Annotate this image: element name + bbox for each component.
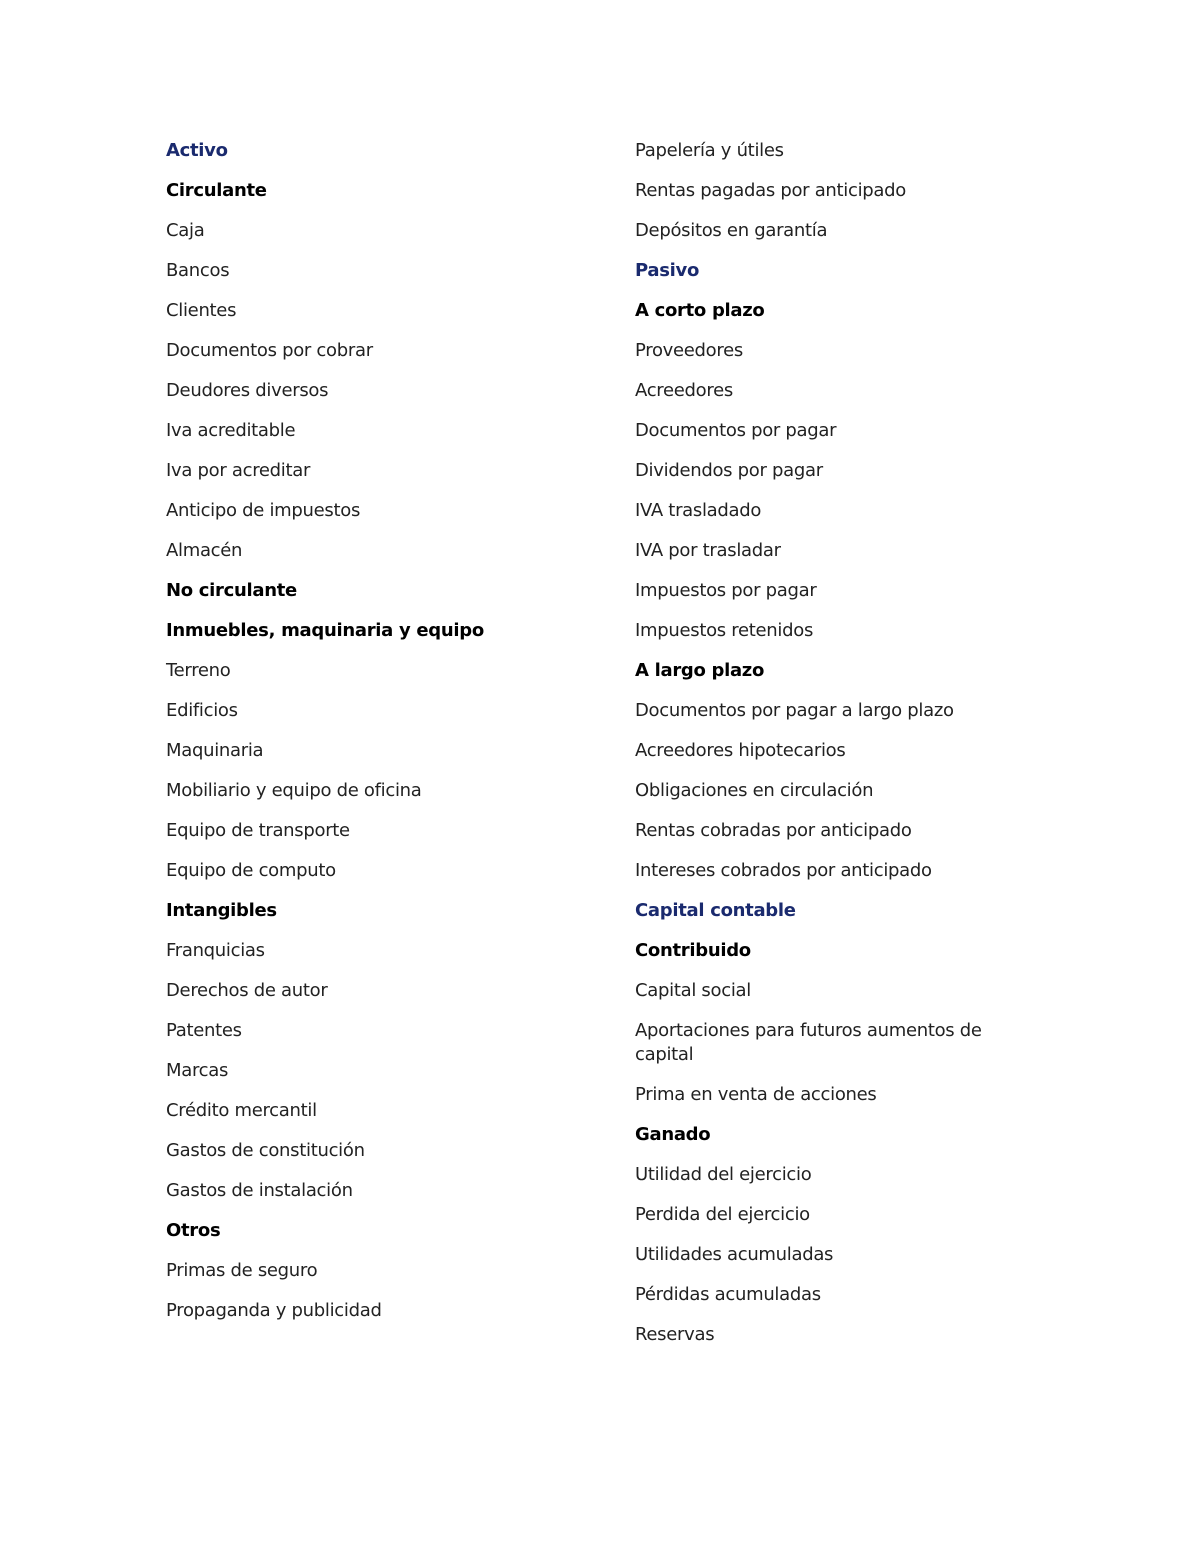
- account-item: Terreno: [166, 660, 231, 681]
- account-item: Papelería y útiles: [635, 140, 784, 161]
- account-item: Patentes: [166, 1020, 242, 1041]
- subsection-heading: Otros: [166, 1220, 221, 1241]
- account-item: Primas de seguro: [166, 1260, 318, 1281]
- section-heading: Capital contable: [635, 900, 796, 921]
- account-item: Caja: [166, 220, 205, 241]
- account-item: Rentas pagadas por anticipado: [635, 180, 906, 201]
- account-item: Impuestos por pagar: [635, 580, 817, 601]
- account-item: Iva por acreditar: [166, 460, 311, 481]
- subsection-heading: Circulante: [166, 180, 267, 201]
- subsection-heading: A largo plazo: [635, 660, 765, 681]
- account-item: Intereses cobrados por anticipado: [635, 860, 932, 881]
- account-item: Mobiliario y equipo de oficina: [166, 780, 422, 801]
- account-item: Capital social: [635, 980, 751, 1001]
- account-item: Documentos por pagar a largo plazo: [635, 700, 954, 721]
- section-heading: Pasivo: [635, 260, 700, 281]
- left-column: [166, 139, 526, 1339]
- account-item: Perdida del ejercicio: [635, 1204, 810, 1225]
- subsection-heading: Contribuido: [635, 940, 751, 961]
- right-column: [635, 139, 995, 1363]
- account-item: Anticipo de impuestos: [166, 500, 361, 521]
- account-item: Acreedores hipotecarios: [635, 740, 846, 761]
- account-item: Obligaciones en circulación: [635, 780, 874, 801]
- subsection-heading: A corto plazo: [635, 300, 765, 321]
- account-item: Bancos: [166, 260, 230, 281]
- account-item: Gastos de instalación: [166, 1180, 353, 1201]
- account-item: Dividendos por pagar: [635, 460, 823, 481]
- account-item: Franquicias: [166, 940, 265, 961]
- account-item: Documentos por pagar: [635, 420, 837, 441]
- account-item: Utilidad del ejercicio: [635, 1164, 812, 1185]
- account-item: Utilidades acumuladas: [635, 1244, 834, 1265]
- account-item: Reservas: [635, 1324, 715, 1345]
- account-item: Marcas: [166, 1060, 229, 1081]
- subsection-heading: Intangibles: [166, 900, 277, 921]
- account-item: Almacén: [166, 540, 243, 561]
- subsection-heading: No circulante: [166, 580, 297, 601]
- subsection-heading: Inmuebles, maquinaria y equipo: [166, 620, 484, 641]
- account-item: Clientes: [166, 300, 237, 321]
- account-item: Maquinaria: [166, 740, 264, 761]
- account-item: Proveedores: [635, 340, 743, 361]
- account-item: Gastos de constitución: [166, 1140, 365, 1161]
- account-item: Rentas cobradas por anticipado: [635, 820, 912, 841]
- subsection-heading: Ganado: [635, 1124, 711, 1145]
- account-item: Deudores diversos: [166, 380, 329, 401]
- account-item: IVA trasladado: [635, 500, 762, 521]
- account-item: Prima en venta de acciones: [635, 1084, 877, 1105]
- account-item: Crédito mercantil: [166, 1100, 317, 1121]
- account-item: Aportaciones para futuros aumentos de capital: [635, 1020, 982, 1065]
- account-item: Propaganda y publicidad: [166, 1300, 382, 1321]
- account-item: Edificios: [166, 700, 238, 721]
- account-item: Depósitos en garantía: [635, 220, 828, 241]
- account-item: Equipo de transporte: [166, 820, 350, 841]
- account-item: Acreedores: [635, 380, 733, 401]
- section-heading: Activo: [166, 140, 228, 161]
- account-item: Pérdidas acumuladas: [635, 1284, 821, 1305]
- account-item: Iva acreditable: [166, 420, 296, 441]
- account-item: Equipo de computo: [166, 860, 336, 881]
- account-item: IVA por trasladar: [635, 540, 781, 561]
- account-item: Impuestos retenidos: [635, 620, 814, 641]
- account-item: Derechos de autor: [166, 980, 328, 1001]
- account-item: Documentos por cobrar: [166, 340, 373, 361]
